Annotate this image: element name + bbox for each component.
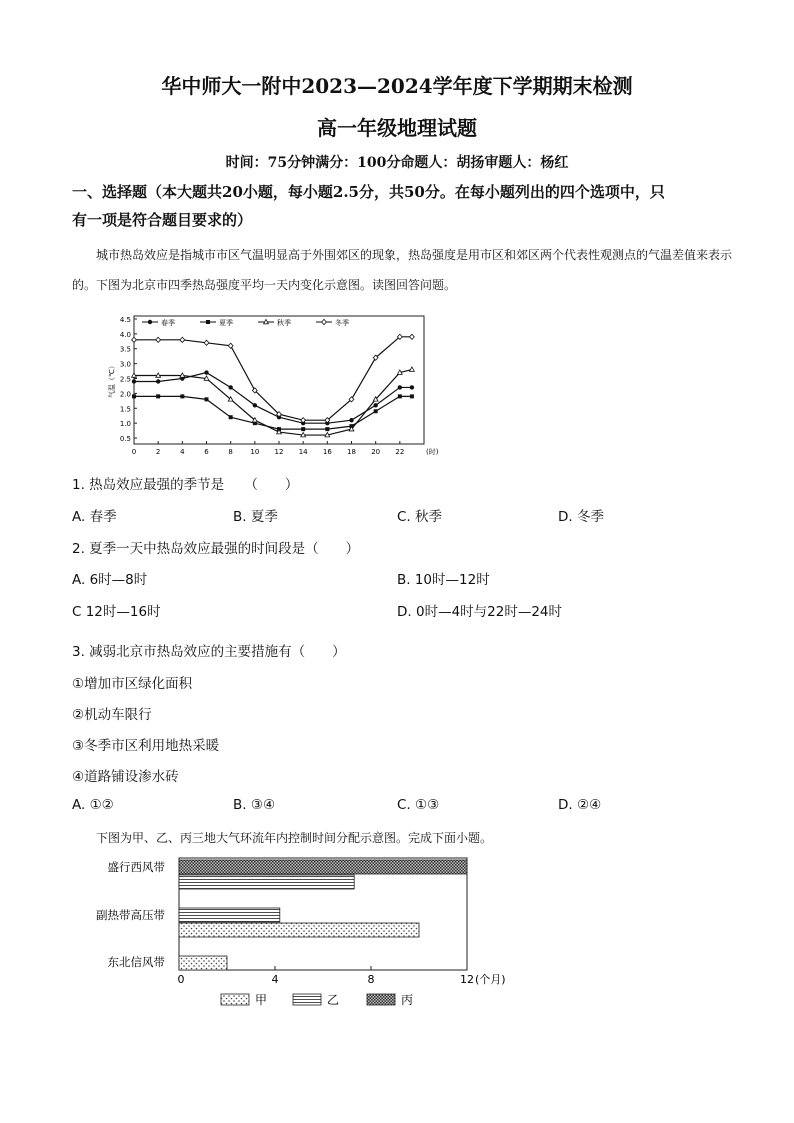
q3-statement-4: ④道路铺设渗水砖 xyxy=(72,769,179,785)
q2-option-c[interactable]: C 12时—16时 xyxy=(72,604,161,620)
q1-option-d[interactable]: D. 冬季 xyxy=(558,509,604,525)
category-label: 盛行西风带 xyxy=(107,860,165,874)
legend-label: 春季 xyxy=(161,319,175,327)
x-tick-label: 2 xyxy=(155,448,161,456)
q3-statement-2: ②机动车限行 xyxy=(72,707,152,723)
bar-丙 xyxy=(179,860,467,874)
legend-swatch xyxy=(367,994,395,1005)
x-tick-label: 0 xyxy=(177,973,185,986)
bar-乙 xyxy=(179,875,354,889)
q2-option-a[interactable]: A. 6时—8时 xyxy=(72,572,148,588)
data-point xyxy=(253,403,257,407)
series-line xyxy=(134,373,412,424)
section-heading xyxy=(72,178,732,234)
x-tick-label: 6 xyxy=(204,448,209,456)
q3-option-d[interactable]: D. ②④ xyxy=(558,797,602,813)
data-point xyxy=(206,320,210,324)
data-point xyxy=(301,427,305,431)
legend-label: 冬季 xyxy=(335,319,349,327)
y-tick-label: 4.0 xyxy=(119,330,131,339)
plot-frame xyxy=(134,316,424,444)
legend-label: 丙 xyxy=(401,993,414,1007)
q3-statement-1: ①增加市区绿化面积 xyxy=(72,676,193,692)
data-point xyxy=(398,385,402,389)
q2-option-b[interactable]: B. 10时—12时 xyxy=(397,572,490,588)
data-point xyxy=(148,320,152,324)
y-tick-label: 1.5 xyxy=(119,405,131,414)
data-point xyxy=(204,340,209,345)
q1-option-a[interactable]: A. 春季 xyxy=(72,509,117,525)
x-tick-label: 18 xyxy=(347,448,356,456)
exam-title: 华中师大一附中2023—2024学年度下学期期末检测 xyxy=(161,74,633,98)
data-point xyxy=(373,403,377,407)
series-line xyxy=(134,337,412,420)
question-1-stem: 1. 热岛效应最强的季节是 （ ） xyxy=(72,477,299,493)
question-3-stem: 3. 减弱北京市热岛效应的主要措施有（ ） xyxy=(72,644,346,660)
intro-passage-1: 城市热岛效应是指城市市区气温明显高于外围郊区的现象，热岛强度是用市区和郊区两个代表性观测点的气温差值来表示的。下图为北京市四季热岛强度平均一天内变化示意图。读图回答问题。 xyxy=(72,248,733,292)
y-tick-label: 0.5 xyxy=(119,435,131,444)
data-point xyxy=(410,385,414,389)
x-unit-label: (个月) xyxy=(475,973,506,986)
x-tick-label: 8 xyxy=(228,448,233,456)
data-point xyxy=(156,337,161,342)
data-point xyxy=(156,394,160,398)
data-point xyxy=(205,397,209,401)
data-point xyxy=(349,418,353,422)
x-tick-label: 8 xyxy=(367,973,375,986)
exam-subtitle: 高一年级地理试题 xyxy=(317,116,477,140)
x-tick-label: 10 xyxy=(250,448,260,456)
legend-swatch xyxy=(293,994,321,1005)
data-point xyxy=(228,343,233,348)
bar-甲 xyxy=(179,923,419,937)
q2-option-d[interactable]: D. 0时—4时与22时—24时 xyxy=(397,604,563,620)
q3-option-c[interactable]: C. ①③ xyxy=(397,797,440,813)
y-tick-label: 2.0 xyxy=(119,390,131,399)
data-point xyxy=(156,379,160,383)
legend-label: 乙 xyxy=(327,993,340,1007)
data-point xyxy=(398,394,402,398)
x-tick-label: 12 xyxy=(274,448,284,456)
data-point xyxy=(410,394,414,398)
data-point xyxy=(132,394,136,398)
series-1 xyxy=(132,370,414,425)
x-unit-label: (时) xyxy=(426,448,438,456)
q3-option-b[interactable]: B. ③④ xyxy=(233,797,276,813)
series-2 xyxy=(132,394,414,431)
x-tick-label: 12 xyxy=(460,973,474,986)
data-point xyxy=(180,337,185,342)
data-point xyxy=(410,334,415,339)
circulation-bar-chart xyxy=(80,852,550,1020)
y-tick-label: 3.5 xyxy=(119,345,131,354)
category-label: 东北信风带 xyxy=(107,955,165,969)
series-3 xyxy=(132,367,415,437)
q3-statement-3: ③冬季市区利用地热采暖 xyxy=(72,738,220,754)
data-point xyxy=(204,370,208,374)
exam-meta: 时间：75分钟满分：100分命题人：胡扬审题人：杨红 xyxy=(225,155,569,171)
y-tick-label: 3.0 xyxy=(119,360,131,369)
heat-island-line-chart xyxy=(108,306,438,464)
x-tick-label: 4 xyxy=(271,973,279,986)
series-line xyxy=(134,396,412,429)
data-point xyxy=(322,319,327,324)
x-tick-label: 0 xyxy=(131,448,137,456)
data-point xyxy=(410,367,415,371)
question-2-stem: 2. 夏季一天中热岛效应最强的时间段是（ ） xyxy=(72,541,360,557)
y-tick-label: 4.5 xyxy=(119,315,131,324)
x-tick-label: 4 xyxy=(180,448,185,456)
section-heading-line1: 一、选择题（本大题共20小题，每小题2.5分，共50分。在每小题列出的四个选项中，只 xyxy=(72,183,665,201)
data-point xyxy=(228,385,232,389)
x-tick-label: 14 xyxy=(298,448,308,456)
x-tick-label: 16 xyxy=(322,448,332,456)
category-label: 副热带高压带 xyxy=(96,908,165,922)
data-point xyxy=(132,337,137,342)
data-point xyxy=(325,427,329,431)
q1-option-b[interactable]: B. 夏季 xyxy=(233,509,278,525)
data-point xyxy=(180,394,184,398)
data-point xyxy=(132,379,136,383)
legend-swatch xyxy=(221,994,249,1005)
bar-甲 xyxy=(179,956,227,970)
series-4 xyxy=(132,334,415,423)
y-axis-label: 气温（℃） xyxy=(108,362,116,398)
q1-option-c[interactable]: C. 秋季 xyxy=(397,509,443,525)
x-tick-label: 22 xyxy=(395,448,405,456)
legend-label: 甲 xyxy=(255,993,268,1007)
intro-passage-2: 下图为甲、乙、丙三地大气环流年内控制时间分配示意图。完成下面小题。 xyxy=(96,831,493,845)
data-point xyxy=(374,409,378,413)
bar-乙 xyxy=(179,908,280,922)
legend-label: 夏季 xyxy=(219,319,233,327)
y-tick-label: 1.0 xyxy=(119,420,131,429)
q3-option-a[interactable]: A. ①② xyxy=(72,797,114,813)
y-tick-label: 2.5 xyxy=(119,375,131,384)
data-point xyxy=(229,415,233,419)
section-heading-line2: 有一项是符合题目要求的） xyxy=(72,211,253,229)
legend-label: 秋季 xyxy=(277,319,291,327)
x-tick-label: 20 xyxy=(371,448,381,456)
